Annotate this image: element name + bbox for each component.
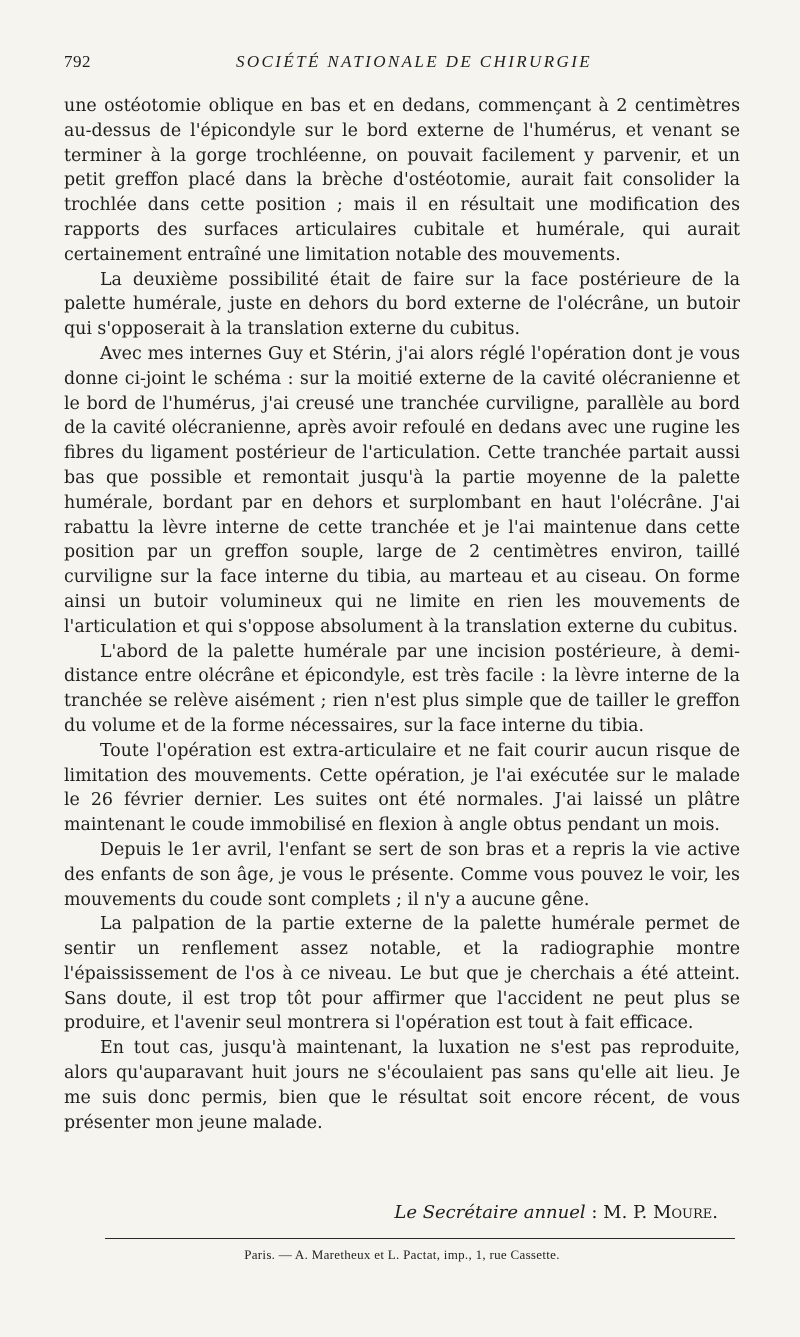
paragraph: Toute l'opération est extra-articulaire et ne fait courir aucun risque de limitation des mouvements. Cette opération, je l'ai exécutée sur le malade le 26 février dernier. Les suites ont été normales. J'ai laissé un plâtre maintenant le coude immobilisé en flexion à angle obtus pendant un mois. (64, 740, 740, 836)
page-header (64, 52, 740, 76)
signature (64, 1202, 718, 1223)
printer-imprint: Paris. — A. Maretheux et L. Pactat, imp., 1, rue Cassette. (244, 1247, 560, 1262)
page-number: 792 (64, 52, 91, 71)
signature-name: M. P. Moure. (603, 1202, 718, 1223)
signature-label: Le Secrétaire annuel (394, 1202, 586, 1223)
paragraph: Avec mes internes Guy et Stérin, j'ai alors réglé l'opération dont je vous donne ci-joint le schéma : sur la moitié externe de la cavité olécranienne et le bord de l'humérus, j'ai creusé une tranchée curviligne, parallèle au bord de la cavité olécranienne, après avoir refoulé en dedans avec une rugine les fibres du ligament postérieur de l'articulation. Cette tranchée partait aussi bas que possible et remontait jusqu'à la partie moyenne de la palette humérale, bordant par en dehors et surplombant en haut l'olécrâne. J'ai rabattu la lèvre interne de cette tranchée et je l'ai maintenue dans cette position par un greffon souple, large de 2 centimètres environ, taillé curviligne sur la face interne du tibia, au marteau et au ciseau. On forme ainsi un butoir volumineux qui ne limite en rien les mouvements de l'articulation et qui s'oppose absolument à la translation externe du cubitus. (64, 343, 740, 637)
paragraph: Depuis le 1er avril, l'enfant se sert de son bras et a repris la vie active des enfants de son âge, je vous le présente. Comme vous pouvez le voir, les mouvements du coude sont complets ; il n'y a aucune gêne. (64, 839, 740, 910)
running-title: SOCIÉTÉ NATIONALE DE CHIRURGIE (235, 52, 593, 71)
paragraph: La deuxième possibilité était de faire sur la face postérieure de la palette humérale, juste en dehors du bord externe de l'olécrâne, un butoir qui s'opposerait à la translation externe du cubitus. (64, 269, 740, 340)
paragraph: L'abord de la palette humérale par une incision postérieure, à demi-distance entre olécrâne et épicondyle, est très facile : la lèvre interne de la tranchée se relève aisément ; rien n'est plus simple que de tailler le greffon du volume et de la forme nécessaires, sur la face interne du tibia. (64, 641, 740, 736)
paragraph: En tout cas, jusqu'à maintenant, la luxation ne s'est pas reproduite, alors qu'auparavant huit jours ne s'écoulaient pas sans qu'elle ait lieu. Je me suis donc permis, bien que le résultat soit encore récent, de vous présenter mon jeune malade. (64, 1038, 740, 1133)
paragraph: une ostéotomie oblique en bas et en dedans, commençant à 2 centimètres au-dessus de l'épicondyle sur le bord externe de l'humérus, et venant se terminer à la gorge trochléenne, on pouvait facilement y parvenir, et un petit greffon placé dans la brèche d'ostéotomie, aurait fait consolider la trochlée dans cette position ; mais il en résultait une modification des rapports des surfaces articulaires cubitale et humérale, qui aurait certainement entraîné une limitation notable des mouvements. (64, 96, 740, 265)
body-text (64, 94, 740, 1135)
signature-separator: : (585, 1202, 604, 1223)
footer-rule (105, 1238, 735, 1239)
paragraph: La palpation de la partie externe de la palette humérale permet de sentir un renflement assez notable, et la radiographie montre l'épaississement de l'os à ce niveau. Le but que je cherchais a été atteint. Sans doute, il est trop tôt pour affirmer que l'accident ne peut plus se produire, et l'avenir seul montrera si l'opération est tout à fait efficace. (64, 914, 740, 1034)
